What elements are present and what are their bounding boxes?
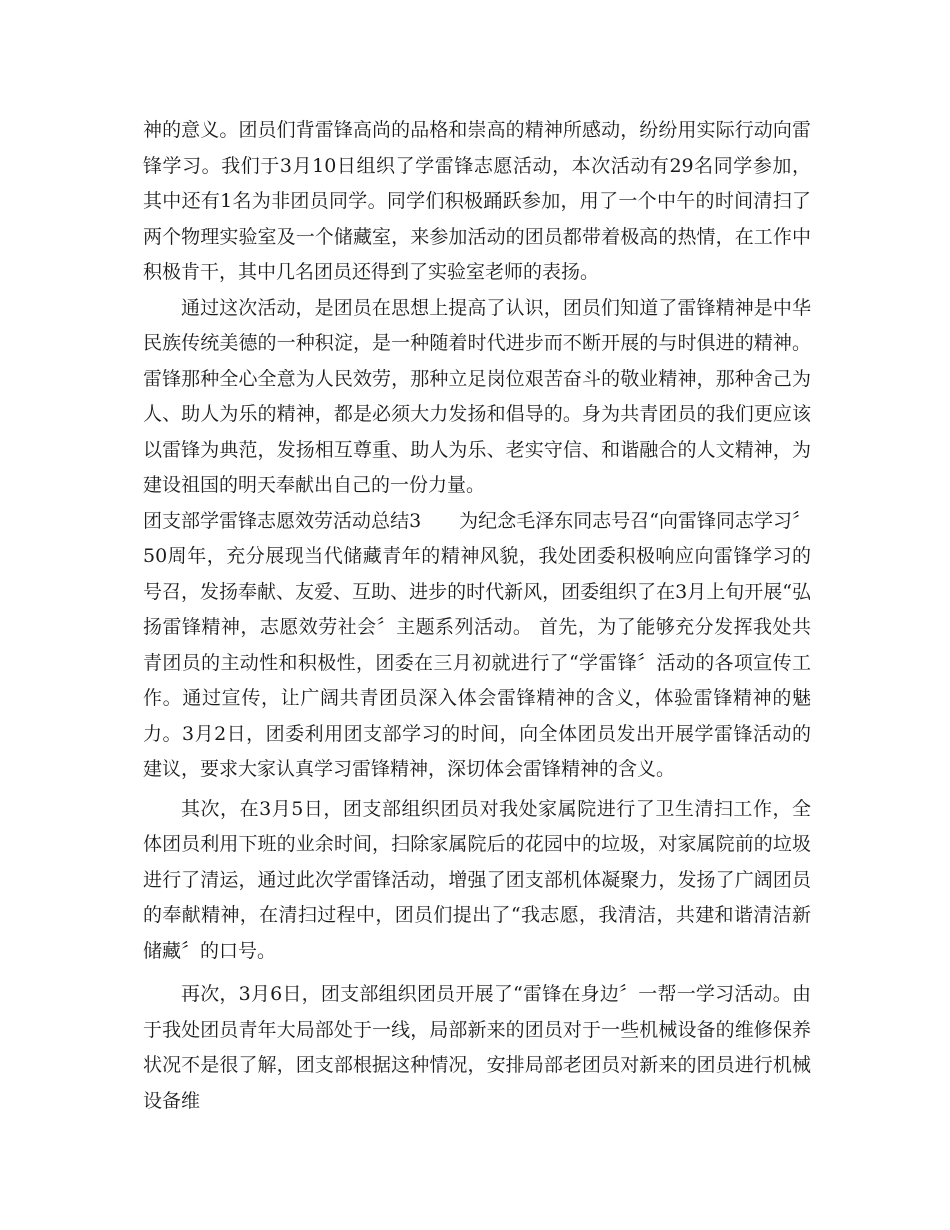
paragraph-4: 其次，在3月5日，团支部组织团员对我处家属院进行了卫生清扫工作，全体团员利用下班的业余时间，扫除家属院后的花园中的垃圾，对家属院前的垃圾进行了清运，通过此次学雷锋活动，增强了团支部机体凝聚力，发扬了广阔团员的奉献精神，在清扫过程中，团员们提出了“我志愿，我清洁，共建和谐清洁新储藏〞的口号。 <box>143 797 811 962</box>
paragraph-3: 团支部学雷锋志愿效劳活动总结3 为纪念毛泽东同志号召“向雷锋同志学习〞50周年，充分展现当代储藏青年的精神风貌，我处团委积极响应向雷锋学习的号召，发扬奉献、友爱、互助、进步的时代新风，团委组织了在3月上旬开展“弘扬雷锋精神，志愿效劳社会〞主题系列活动。 首先，为了能够充分发挥我处共青团员的主动性和积极性，团委在三月初就进行了“学雷锋〞活动的各项宣传工作。通过宣传，让广阔共青团员深入体会雷锋精神的含义，体验雷锋精神的魅力。3月2日，团委利用团支部学习的时间，向全体团员发出开展学雷锋活动的建议，要求大家认真学习雷锋精神，深切体会雷锋精神的含义。 <box>143 509 811 780</box>
paragraph-5: 再次，3月6日，团支部组织团员开展了“雷锋在身边〞一帮一学习活动。由于我处团员青年大局部处于一线，局部新来的团员对于一些机械设备的维修保养状况不是很了解，团支部根据这种情况，安排局部老团员对新来的团员进行机械设备维 <box>143 983 811 1112</box>
paragraph-1: 神的意义。团员们背雷锋高尚的品格和崇高的精神所感动，纷纷用实际行动向雷锋学习。我们于3月10日组织了学雷锋志愿活动，本次活动有29名同学参加，其中还有1名为非团员同学。同学们积极踊跃参加，用了一个中午的时间清扫了两个物理实验室及一个储藏室，来参加活动的团员都带着极高的热情，在工作中积极肯干，其中几名团员还得到了实验室老师的表扬。 <box>143 119 811 283</box>
document-body <box>143 113 811 1119</box>
paragraph-2: 通过这次活动，是团员在思想上提高了认识，团员们知道了雷锋精神是中华民族传统美德的一种积淀，是一种随着时代进步而不断开展的与时俱进的精神。雷锋那种全心全意为人民效劳，那种立足岗位艰苦奋斗的敬业精神，那种舍己为人、助人为乐的精神，都是必须大力发扬和倡导的。身为共青团员的我们更应该以雷锋为典范，发扬相互尊重、助人为乐、老实守信、和谐融合的人文精神，为建设祖国的明天奉献出自己的一份力量。 <box>143 296 811 496</box>
